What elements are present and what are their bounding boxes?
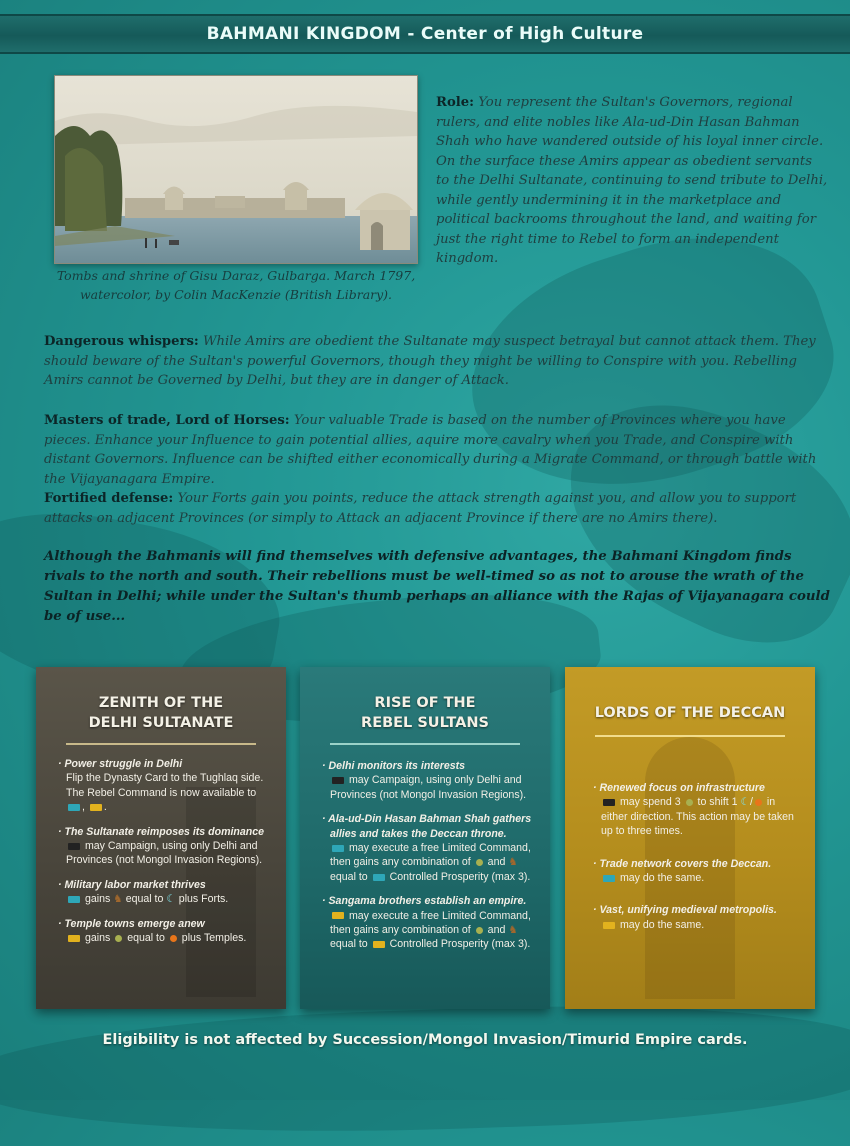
horse-icon: ♞ (113, 893, 123, 906)
card-body (322, 759, 534, 962)
bahmani-flag-icon (373, 874, 385, 881)
card-item-text: may do the same. (619, 918, 705, 931)
closing-statement: Although the Bahmanis will find themselves with defensive advantages, the Bahmani Kingdom finds rivals to the north and south. Their rebellions must be well-timed so as not to arouse the wrath of the Sultan in Delhi; while under the Sultan's thumb perhaps an alliance with the Rajas of Vijayanagara could be of use... (44, 549, 830, 624)
card-item-text: Controlled Prosperity (max 3). (389, 870, 531, 883)
card-item: · Military labor market thrives gains ♞ equal to ☾ plus Forts. (58, 878, 229, 906)
section-heading: Dangerous whispers: (44, 334, 199, 349)
card-item-text: may spend 3 (619, 796, 681, 809)
card-body (593, 781, 799, 942)
card-title-line: DELHI SULTANATE (88, 715, 234, 731)
card-title (36, 693, 286, 733)
page-title: BAHMANI KINGDOM - Center of High Culture (206, 24, 644, 44)
card-title (300, 693, 550, 733)
card-item-heading: allies and takes the Deccan throne. (330, 827, 507, 840)
card-item-text: equal to (125, 893, 164, 906)
card-title-line: REBEL SULTANS (361, 715, 489, 731)
bahmani-flag-icon (68, 896, 80, 903)
vijayanagara-flag-icon (332, 912, 344, 919)
horse-icon: ♞ (508, 856, 518, 869)
card-item-heading: Temple towns emerge anew (64, 917, 205, 930)
crescent-icon: ☾ (740, 796, 751, 809)
caption-line: Tombs and shrine of Gisu Daraz, Gulbarga. March 1797, (56, 268, 416, 283)
card-divider (66, 743, 256, 745)
temple-icon (755, 799, 762, 806)
card-item-text: and (487, 924, 506, 937)
page-title-banner (0, 14, 850, 54)
role-text: You represent the Sultan's Governors, regional rulers, and elite nobles like Ala-ud-Din Hasan Bahman Shah who have wandered outside of his loyal inner circle. On the surface these Amirs appear as obedient servants to the Delhi Sultanate, continuing to send tribute to Delhi, while gently undermining it in the marketplace and political backrooms throughout the land, and waiting for just the right time to Rebel to form an independent kingdom. (436, 95, 828, 266)
vijayanagara-flag-icon (68, 935, 80, 942)
card-item: · Delhi monitors its interests may Campaign, using only Delhi and Provinces (not Mongol Invasion Regions). (322, 760, 527, 801)
crescent-icon: ☾ (166, 893, 176, 906)
card-title-line: RISE OF THE (374, 695, 476, 711)
section-masters-of-trade (44, 411, 824, 489)
section-fortified-defense (44, 489, 824, 528)
card-item-text: and (487, 856, 506, 869)
card-item-text: Controlled Prosperity (max 3). (389, 938, 531, 951)
card-title-line: ZENITH OF THE (98, 695, 224, 711)
card-item-text: may execute a free Limited Command, (348, 909, 531, 922)
horse-icon: ♞ (508, 924, 518, 937)
card-item-heading: Trade network covers the Deccan. (599, 857, 772, 870)
card-item-heading: Power struggle in Delhi (64, 758, 183, 770)
card-item-text: gains (84, 932, 111, 945)
card-item: · Temple towns emerge anew gains equal to plus Temples. (58, 917, 247, 945)
role-label: Role: (436, 95, 475, 110)
card-item-text: equal to (127, 932, 165, 945)
section-heading: Fortified defense: (44, 491, 174, 506)
card-zenith-delhi-sultanate (36, 667, 286, 1009)
card-item: · Sangama brothers establish an empire. may execute a free Limited Command, then gains any combination of and ♞ equal to Controlled Prosperity (max 3). (322, 895, 531, 951)
delhi-flag-icon (603, 799, 615, 806)
card-item-text: may Campaign, using only Delhi and (84, 840, 258, 853)
historical-painting (54, 75, 418, 264)
delhi-flag-icon (68, 843, 80, 850)
card-item: · Trade network covers the Deccan. may do the same. (593, 857, 772, 885)
vijayanagara-flag-icon (603, 922, 615, 929)
role-description (436, 93, 828, 269)
section-text: Your Forts gain you points, reduce the attack strength against you, and allow you to support attacks on adjacent Provinces (or simply to Attack an adjacent Province if there are no Amirs there). (44, 491, 797, 526)
card-item: · Renewed focus on infrastructure may spend 3 to shift 1 ☾/ in either direction. This action may be taken up to three times. (593, 782, 794, 838)
card-item-text: may do the same. (619, 872, 705, 885)
card-divider (330, 743, 520, 745)
card-body (58, 757, 270, 955)
vijayanagara-flag-icon (90, 804, 102, 811)
prosperity-icon (115, 935, 122, 942)
image-caption (40, 266, 432, 304)
card-item-text: may Campaign, using only Delhi and (348, 774, 522, 787)
card-item-text: equal to (330, 938, 368, 951)
vijayanagara-flag-icon (373, 941, 385, 948)
section-heading: Masters of trade, Lord of Horses: (44, 413, 290, 428)
card-item-text: either direction. This action may be taken (601, 810, 794, 823)
gulbarga-tombs-illustration (55, 76, 417, 263)
card-item: · The Sultanate reimposes its dominance may Campaign, using only Delhi and Provinces (not Mongol Invasion Regions). (58, 825, 265, 867)
bahmani-flag-icon (332, 845, 344, 852)
card-item-text: up to three times. (601, 825, 683, 838)
card-item-text: Provinces (not Mongol Invasion Regions). (66, 854, 263, 867)
bahmani-flag-icon (68, 804, 80, 811)
card-item-heading: The Sultanate reimposes its dominance (64, 825, 265, 838)
temple-icon (170, 935, 177, 942)
card-rise-rebel-sultans (300, 667, 550, 1009)
bahmani-flag-icon (603, 875, 615, 882)
card-item-text: equal to (330, 870, 368, 883)
eligibility-note: Eligibility is not affected by Succession/Mongol Invasion/Timurid Empire cards. (102, 1032, 748, 1048)
card-item-heading: Delhi monitors its interests (328, 760, 466, 772)
delhi-flag-icon (332, 777, 344, 784)
card-item-text: then gains any combination of (330, 924, 471, 937)
section-text: While Amirs are obedient the Sultanate may suspect betrayal but cannot attack them. They should beware of the Sultan's powerful Governors, though they might be willing to Conspire with you. Rebelling Amirs cannot be Governed by Delhi, but they are in danger of Attack. (44, 334, 816, 388)
card-title (565, 703, 815, 723)
card-item-heading: Ala-ud-Din Hasan Bahman Shah gathers (328, 813, 532, 826)
card-item-text: may execute a free Limited Command, (348, 842, 531, 855)
card-item-text: to shift 1 (697, 796, 738, 809)
prosperity-icon (686, 799, 693, 806)
card-item-text: in (766, 796, 776, 809)
card-item-text: plus Temples. (181, 932, 247, 945)
card-item-heading: Vast, unifying medieval metropolis. (599, 904, 777, 917)
caption-line: watercolor, by Colin MacKenzie (British Library). (79, 287, 393, 302)
card-item: · Ala-ud-Din Hasan Bahman Shah gathers allies and takes the Deccan throne. may execute a free Limited Command, then gains any combination of and ♞ equal to Controlled Prosperity (max 3). (322, 813, 532, 883)
card-item-text: / (750, 796, 753, 809)
card-lords-of-deccan (565, 667, 815, 1009)
card-item: · Vast, unifying medieval metropolis. may do the same. (593, 904, 777, 931)
card-item-text: Provinces (not Mongol Invasion Regions). (330, 788, 527, 801)
card-divider (595, 735, 785, 737)
card-item-text: The Rebel Command is now available to (66, 786, 257, 799)
section-dangerous-whispers (44, 332, 824, 391)
background-foliage (0, 994, 850, 1146)
section-text: Your valuable Trade is based on the number of Provinces where you have pieces. Enhance your Influence to gain potential allies, aquire more cavalry when you Trade, and Conspire with distant Governors. Influence can be shifted either economically during a Migrate Command, or through battle with the Vijayanagara Empire. (44, 413, 817, 487)
card-item-text: , (82, 801, 85, 814)
card-item-text: plus Forts. (178, 893, 229, 906)
card-item: · Power struggle in Delhi Flip the Dynasty Card to the Tughlaq side. The Rebel Command is now available to , . (58, 758, 264, 814)
card-item-text: gains (84, 893, 111, 906)
card-item-heading: Sangama brothers establish an empire. (328, 895, 527, 908)
card-item-heading: Renewed focus on infrastructure (599, 782, 765, 794)
card-item-heading: Military labor market thrives (64, 878, 206, 891)
prosperity-icon (476, 859, 483, 866)
card-item-text: then gains any combination of (330, 856, 471, 869)
prosperity-icon (476, 927, 483, 934)
card-item-text: Flip the Dynasty Card to the Tughlaq side. (66, 772, 264, 785)
card-title-line: LORDS OF THE DECCAN (594, 705, 786, 721)
